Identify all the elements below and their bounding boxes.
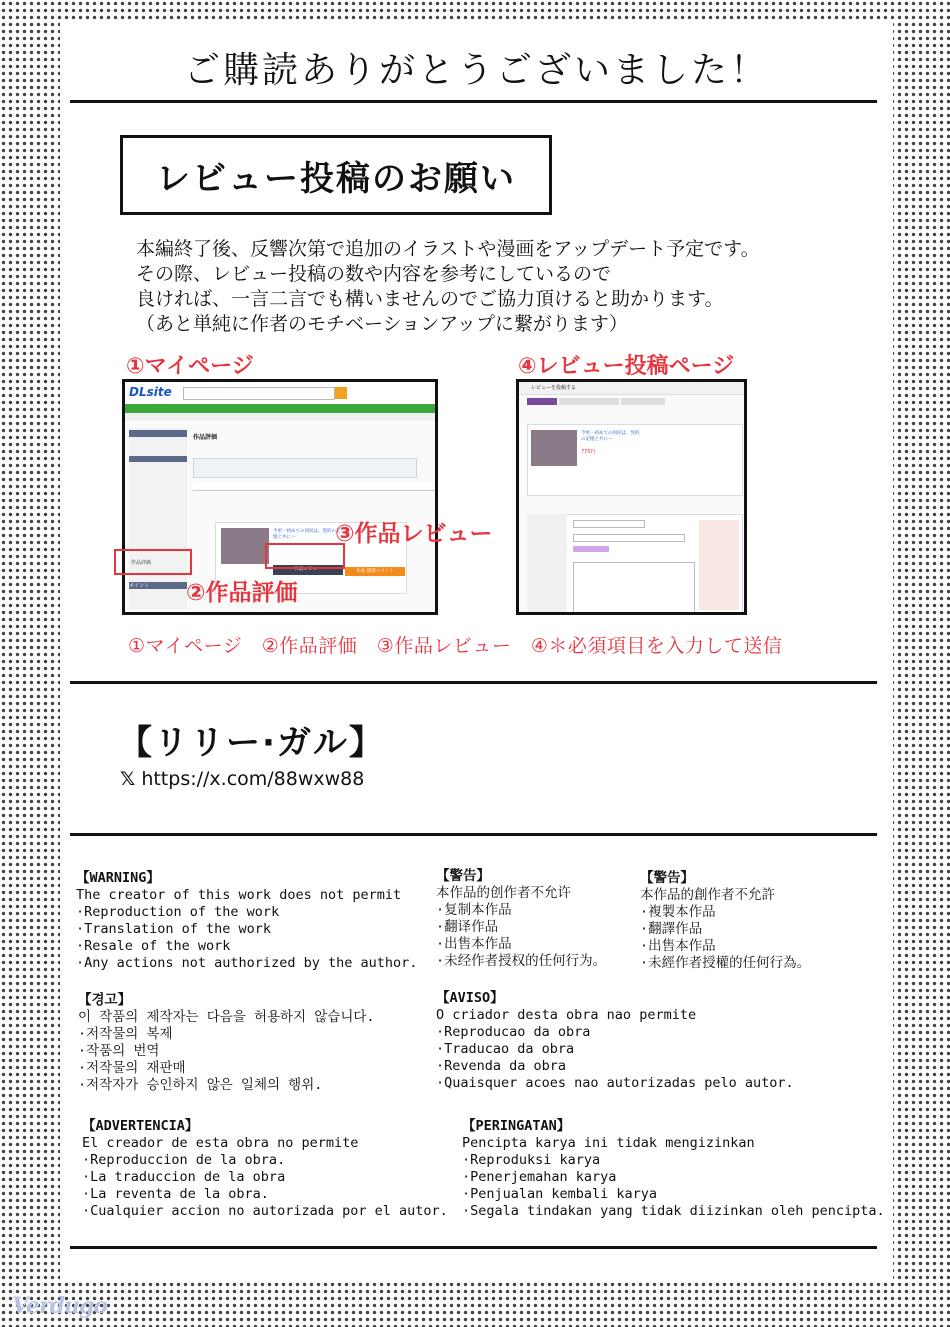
warning-line: El creador de esta obra no permite — [82, 1135, 359, 1151]
sidebar-point-header: ポイント — [129, 582, 187, 589]
divider — [70, 681, 877, 684]
site-logo: DLsite — [129, 385, 172, 399]
progress-step — [527, 398, 557, 405]
form-input — [573, 520, 645, 528]
intro-line: 良ければ、一言二言でも構いませんのでご協力頂けると助かります。 — [136, 288, 724, 310]
overlay-label-review: ③作品レビュー — [335, 521, 493, 547]
review-item-price: 770円 — [581, 449, 596, 455]
site-subnav — [125, 413, 435, 421]
site-search-input — [183, 387, 335, 400]
sidebar-header — [129, 430, 187, 437]
overlay-label-rating: ②作品評価 — [186, 580, 298, 606]
warning-line: ·Penerjemahan karya — [462, 1169, 617, 1185]
form-tag — [573, 546, 609, 552]
warning-line: ·저작물의 재판매 — [78, 1060, 186, 1076]
form-textarea — [573, 562, 695, 614]
site-nav — [125, 404, 435, 413]
x-url[interactable]: https://x.com/88wxw88 — [141, 768, 365, 790]
divider — [70, 1246, 877, 1249]
page-title: ご購読ありがとうございました！ — [183, 50, 769, 91]
warning-id — [462, 1118, 885, 1220]
warning-heading: 【AVISO】 — [436, 990, 504, 1006]
warning-line: ·La traduccion de la obra — [82, 1169, 286, 1185]
form-note — [699, 520, 739, 610]
warning-heading: 【WARNING】 — [76, 870, 160, 886]
warning-heading: 【경고】 — [78, 992, 132, 1008]
review-item-title: 今更一初めての同居は、契約の記憶と共に～ — [581, 431, 640, 442]
warning-heading: 【PERINGATAN】 — [462, 1118, 571, 1134]
warning-line: ·Any actions not authorized by the author. — [76, 955, 418, 971]
warning-line: O criador desta obra nao permite — [436, 1007, 697, 1023]
comment-button[interactable]: 作品 感想コメント — [345, 567, 405, 576]
warning-pt — [436, 990, 794, 1092]
warning-line: ·未经作者授权的任何行为。 — [436, 953, 607, 969]
warning-line: ·La reventa de la obra. — [82, 1186, 269, 1202]
content-panel — [60, 22, 893, 1280]
warning-heading: 【ADVERTENCIA】 — [82, 1118, 199, 1134]
warning-line: ·Resale of the work — [76, 938, 231, 954]
warning-line: ·Traducao da obra — [436, 1041, 575, 1057]
section-title: 作品評価 — [193, 434, 218, 441]
intro-line: その際、レビュー投稿の数や内容を参考にしているので — [136, 263, 612, 285]
warning-line: ·Reproduksi karya — [462, 1152, 601, 1168]
warning-line: ·翻譯作品 — [640, 921, 703, 937]
warning-heading: 【警告】 — [436, 868, 490, 884]
intro-line: 本編終了後、反響次第で追加のイラストや漫画をアップデート予定です。 — [136, 238, 760, 260]
highlight-rating — [114, 549, 192, 575]
review-request-heading: レビュー投稿のお願い — [120, 135, 552, 215]
warning-heading: 【警告】 — [640, 870, 694, 886]
warning-en — [76, 870, 417, 972]
x-link[interactable] — [120, 768, 364, 790]
intro-text — [136, 237, 760, 337]
warning-line: ·出售本作品 — [436, 936, 512, 952]
work-title: 今更一初めての同居は、契約の記憶と共に～ — [273, 529, 341, 540]
work-thumbnail — [221, 528, 269, 564]
warning-ko — [78, 992, 375, 1094]
warning-line: ·Reproducao da obra — [436, 1024, 591, 1040]
warning-line: ·复制本作品 — [436, 902, 512, 918]
search-icon — [335, 387, 347, 399]
warning-line: ·Reproduction of the work — [76, 904, 280, 920]
review-page-screenshot — [516, 379, 747, 615]
divider — [70, 100, 877, 103]
review-item-thumbnail — [531, 430, 577, 466]
warning-line: ·Quaisquer acoes nao autorizadas pelo autor. — [436, 1075, 794, 1091]
warning-line: ·複製本作品 — [640, 904, 716, 920]
tabs — [193, 482, 437, 491]
warning-line: ·Revenda da obra — [436, 1058, 567, 1074]
review-page-title: レビューを投稿する — [531, 385, 577, 391]
warning-line: ·出售本作品 — [640, 938, 716, 954]
progress-step — [621, 398, 665, 405]
watermark-logo: Verdugo — [12, 1293, 108, 1319]
divider — [70, 833, 877, 836]
highlight-review — [265, 543, 345, 569]
warning-line: ·Cualquier accion no autorizada por el autor. — [82, 1203, 448, 1219]
site-header — [125, 382, 435, 405]
warning-line: 本作品的創作者不允許 — [640, 887, 775, 903]
form-input — [573, 534, 685, 542]
warning-line: 이 작품의 제작자는 다음을 허용하지 않습니다. — [78, 1009, 375, 1025]
warning-line: ·Penjualan kembali karya — [462, 1186, 658, 1202]
warning-line: Pencipta karya ini tidak mengizinkan — [462, 1135, 755, 1151]
warning-line: ·Translation of the work — [76, 921, 272, 937]
warning-line: ·작품의 번역 — [78, 1043, 160, 1059]
warning-es — [82, 1118, 448, 1220]
warning-line: ·Reproduccion de la obra. — [82, 1152, 286, 1168]
warning-line: The creator of this work does not permit — [76, 887, 402, 903]
warning-line: 本作品的创作者不允许 — [436, 885, 571, 901]
warning-line: ·未經作者授權的任何行為。 — [640, 955, 811, 971]
warning-line: ·翻译作品 — [436, 919, 499, 935]
progress-step — [559, 398, 619, 405]
warning-line: ·Segala tindakan yang tidak diizinkan oleh pencipta. — [462, 1203, 885, 1219]
intro-line: （あと単純に作者のモチベーションアップに繋がります） — [136, 313, 628, 335]
step-label-review-page: ④レビュー投稿ページ — [518, 354, 735, 379]
x-logo-icon: 𝕏 — [120, 768, 136, 790]
circle-name: 【リリー·ガル】 — [118, 723, 385, 763]
review-button[interactable]: 作品レビュー — [273, 565, 343, 575]
notice-box — [193, 458, 417, 478]
review-page-header — [519, 382, 744, 395]
warning-line: ·저작자가 승인하지 않은 일체의 행위. — [78, 1077, 323, 1093]
step-label-mypage: ①マイページ — [126, 354, 254, 379]
review-form-labels — [527, 514, 567, 614]
sidebar-item-rating: 作品評価 — [131, 560, 152, 566]
warning-line: ·저작물의 복제 — [78, 1026, 173, 1042]
warning-zh-tw — [640, 870, 810, 972]
steps-summary: ①マイページ ②作品評価 ③作品レビュー ④＊必須項目を入力して送信 — [128, 635, 783, 657]
sidebar-header — [129, 456, 187, 462]
warning-zh-cn — [436, 868, 606, 970]
